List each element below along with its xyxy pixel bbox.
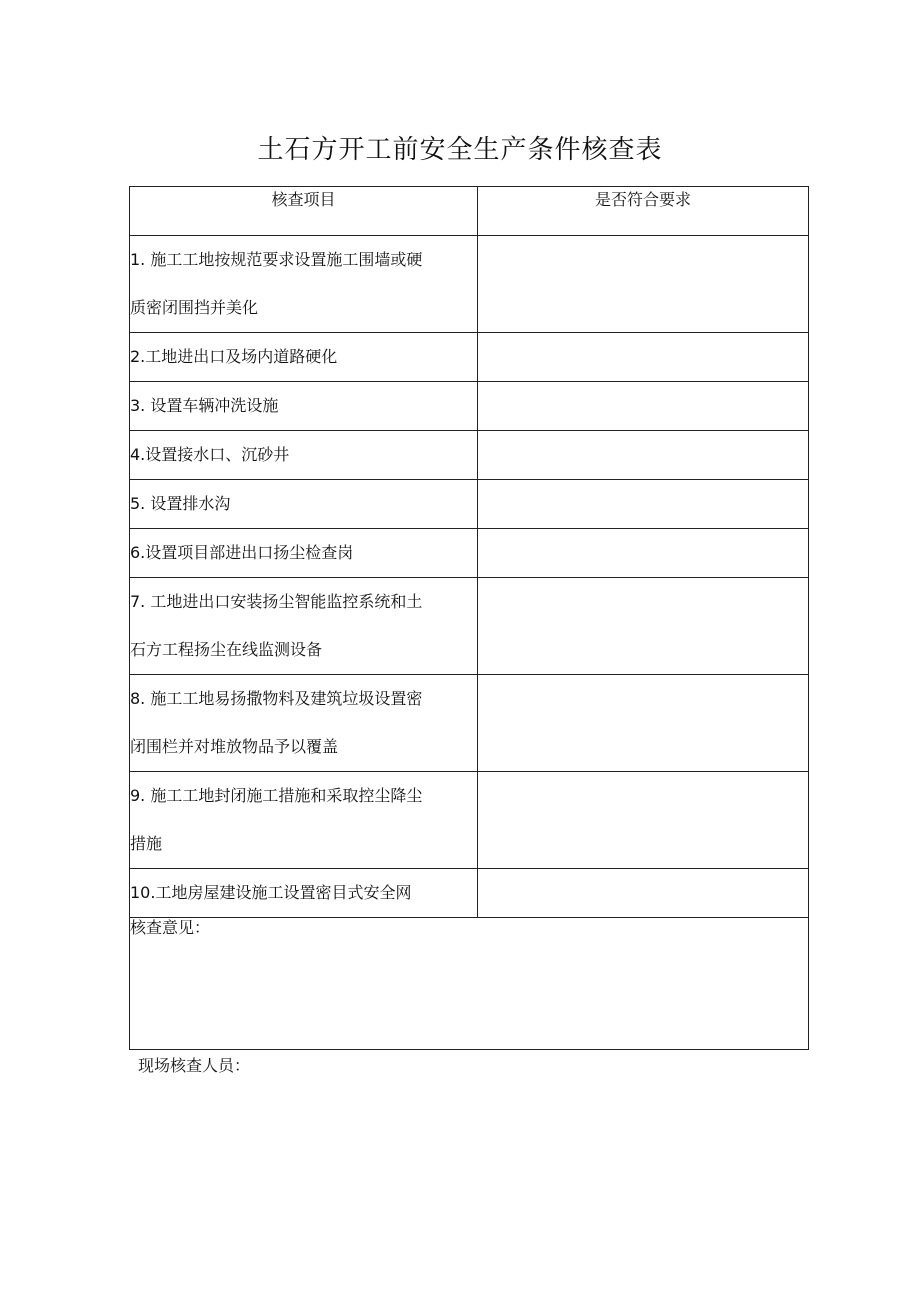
compliance-answer-cell[interactable] (478, 772, 809, 869)
compliance-answer-cell[interactable] (478, 236, 809, 333)
table-row (130, 675, 809, 772)
compliance-answer-cell[interactable] (478, 382, 809, 431)
table-row (130, 578, 809, 675)
item-cell (130, 772, 478, 869)
table-row (130, 869, 809, 918)
item-cell (130, 675, 478, 772)
compliance-answer-cell[interactable] (478, 869, 809, 918)
compliance-answer-cell[interactable] (478, 675, 809, 772)
item-text-line: 1. 施工工地按规范要求设置施工围墙或硬 (130, 250, 423, 269)
item-text-line: 4.设置接水口、沉砂井 (130, 445, 290, 464)
compliance-answer-cell[interactable] (478, 578, 809, 675)
table-row (130, 236, 809, 333)
item-text-line: 质密闭围挡并美化 (130, 298, 259, 317)
item-cell (130, 529, 478, 578)
table-header-row (130, 187, 809, 236)
comments-label: 核查意见： (130, 918, 211, 937)
item-text-line: 7. 工地进出口安装扬尘智能监控系统和土 (130, 592, 423, 611)
header-item: 核查项目 (130, 187, 478, 236)
document-title: 土石方开工前安全生产条件核查表 (257, 135, 663, 166)
item-text-line: 石方工程扬尘在线监测设备 (130, 640, 323, 659)
table-row (130, 382, 809, 431)
item-text-line: 2.工地进出口及场内道路硬化 (130, 347, 338, 366)
item-text-line: 3. 设置车辆冲洗设施 (130, 396, 279, 415)
table-row (130, 431, 809, 480)
check-table (129, 186, 809, 1050)
table-row (130, 480, 809, 529)
item-text-line: 5. 设置排水沟 (130, 494, 231, 513)
item-text-line: 6.设置项目部进出口扬尘检查岗 (130, 543, 354, 562)
compliance-answer-cell[interactable] (478, 333, 809, 382)
table-row (130, 772, 809, 869)
compliance-answer-cell[interactable] (478, 480, 809, 529)
item-text-line: 10.工地房屋建设施工设置密目式安全网 (130, 883, 412, 902)
item-cell (130, 869, 478, 918)
comments-cell[interactable] (130, 918, 809, 1050)
table-row (130, 333, 809, 382)
item-cell (130, 480, 478, 529)
item-cell (130, 431, 478, 480)
compliance-answer-cell[interactable] (478, 529, 809, 578)
inspector-label: 现场核查人员： (138, 1056, 251, 1075)
item-text-line: 措施 (130, 834, 163, 853)
item-cell (130, 578, 478, 675)
compliance-answer-cell[interactable] (478, 431, 809, 480)
item-cell (130, 236, 478, 333)
item-text-line: 9. 施工工地封闭施工措施和采取控尘降尘 (130, 786, 423, 805)
item-cell (130, 333, 478, 382)
item-cell (130, 382, 478, 431)
comments-row (130, 918, 809, 1050)
item-text-line: 闭围栏并对堆放物品予以覆盖 (130, 737, 339, 756)
header-compliance: 是否符合要求 (478, 187, 809, 236)
table-row (130, 529, 809, 578)
item-text-line: 8. 施工工地易扬撒物料及建筑垃圾设置密 (130, 689, 423, 708)
